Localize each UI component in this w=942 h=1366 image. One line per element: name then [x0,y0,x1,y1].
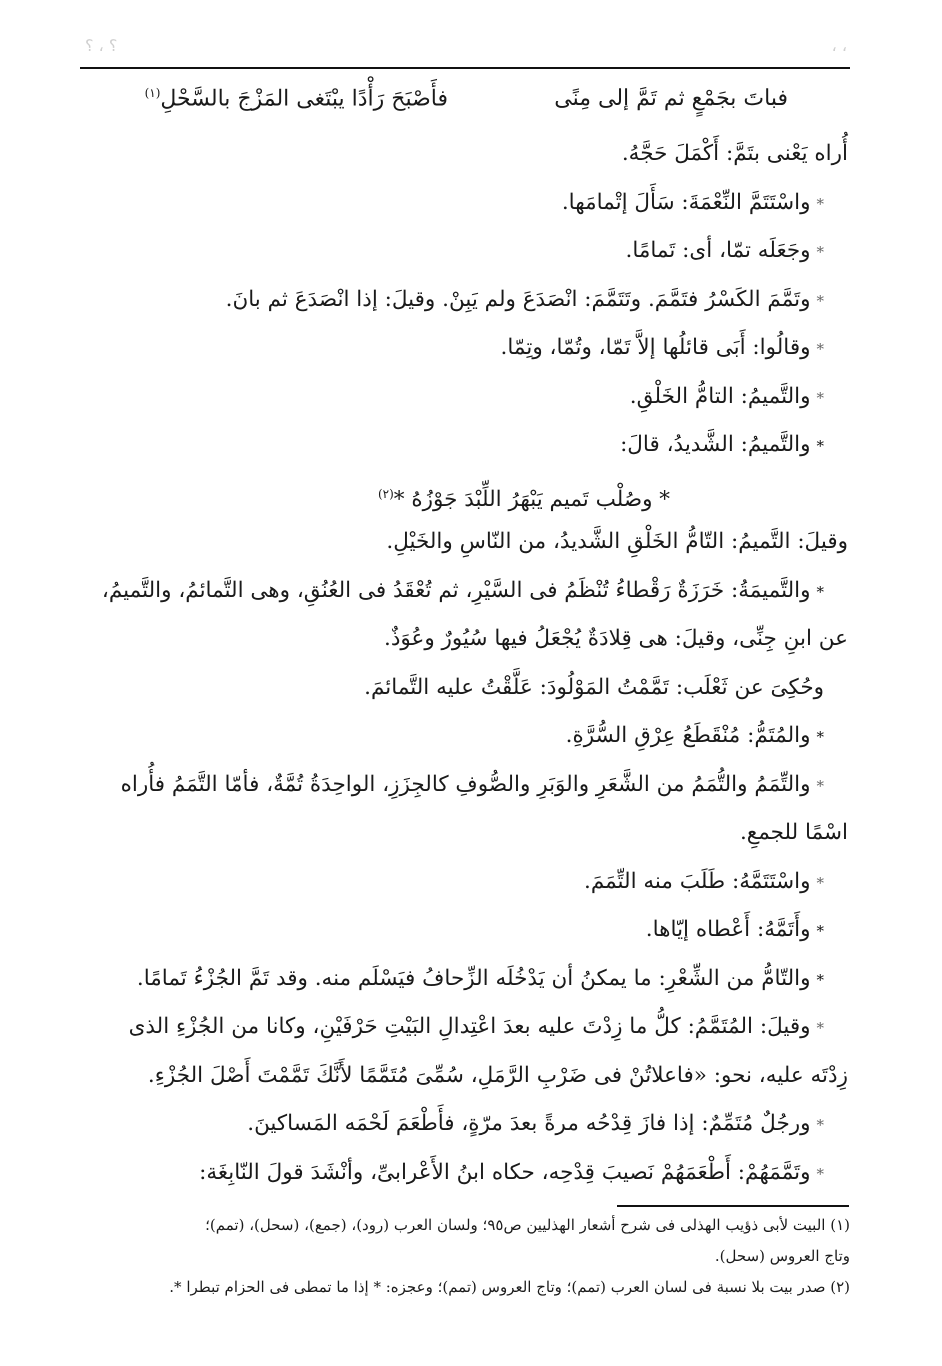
footnote-ref-2: (٢) [377,486,394,501]
text-line: *وأَتَمَّهُ: أَعْطاه إيّاها. [645,917,824,942]
bullet-star-icon: * [816,1019,824,1037]
text-line: *واسْتَتَمَّهُ: طَلَبَ منه التِّمَمَ. [583,868,824,894]
text-line: *والتَّميمَةُ: خَرَزَةٌ رَقْطاءُ تُنْظَمُ فى السَّيْرِ، ثم تُعْقَدُ فى العُنُقِ، وهى التَّمائمُ، والتَّميمُ، [101,577,824,603]
verse-hemistich-2: فأَصْبَحَ رَأْدًا يبْتَغى المَزْجَ بالسَّحْلِ$^{(١)}$ [144,86,448,112]
footnote-ref-1: (١) [144,86,161,100]
verse [80,80,848,130]
text-line: *وقالُوا: أَبَى قائلُها إلاَّ تَمّا، وتُمّا، وتِمّا. [500,335,824,360]
footnote-1: (١) البيت لأبى ذؤيب الهذلى فى شرح أشعار الهذليين ص٩٥؛ ولسان العرب (رود)، (جمع)، (سحل)، (تمم)؛ [205,1216,850,1234]
text-line: *والتِّمَمُ والتُّمَمُ من الشَّعَرِ والوَبَرِ والصُّوفِ كالجِزَزِ، الواحِدَةُ تُمَّةٌ، فأمّا التَّمَمُ فأُراه [120,771,824,797]
footnote-2: (٢) صدر بيت بلا نسبة فى لسان العرب (تمم)؛ وتاج العروس (تمم)؛ وعجزه: * إذا ما تمطى فى الحزام تبطرا *. [169,1278,850,1296]
text-line: *والمُتَمُّ: مُنْقَطَعُ عِرْقِ السُّرَّةِ. [565,723,824,748]
bullet-star-icon: * [816,437,824,455]
text-line: *وجَعَلَه تمّا، أى: تَمامًا. [625,238,824,263]
text-line: وحُكِىَ عن ثَعْلَب: تَمَّمْتُ المَوْلُودَ: عَلَّقْتُ عليه التَّمائمَ. [364,674,824,700]
main-text [80,80,848,1197]
header-left-mark: ؟ ، ؟ [85,36,118,55]
text-line: *والتَّميمُ: الشَّديدُ، قالَ: [620,432,824,457]
bullet-star-icon: * [816,970,824,989]
text-line: زِدْتَه عليه، نحو: «فاعلاتُنْ فى ضَرْبِ الرَّمَلِ، سُمِّىَ مُتَمَّمًا لأَنَّكَ تَمَّمْتَ أَصْلَ الجُزْءِ. [147,1062,848,1088]
bullet-star-icon: * [816,243,824,261]
bullet-star-icon: * [816,388,824,407]
text-line: *وقيلَ: المُتَمَّمُ: كلُّ ما زِدْتَ عليه بعدَ اعْتِدالِ البَيْتِ حَرْفَيْنِ، وكانا من الجُزْءِ الذى [128,1014,824,1039]
text-line: وقيلَ: التَّميمُ: التّامُّ الخَلْقِ الشَّديدُ، من النّاسِ والخَيْلِ. [386,529,848,554]
bullet-star-icon: * [816,1116,824,1134]
bullet-star-icon: * [816,194,824,213]
text-line: *ورجُلٌ مُتَمِّمٌ: إذا فازَ قِدْحُه مرةً بعدَ مرّةٍ، فأَطْعَمَ لَحْمَه المَساكينَ. [247,1111,824,1136]
text-line: *والتّامُّ من الشِّعْرِ: ما يمكنُ أن يَدْخُلَه الزِّحافُ فيَسْلَم منه. وقد تَمَّ الجُزْءُ تَمامًا. [136,965,824,991]
footnote-1-cont: وتاج العروس (سحل). [714,1247,850,1265]
text-line: *وتَمَّمَ الكَسْرُ فتَمَّمَ. وتَتَمَّمَ: انْصَدَعَ ولم يَبِنْ. وقيلَ: إذا انْصَدَعَ ثم بانَ. [225,286,824,312]
text-line: *وتَمَّمَهُمْ: أَطْعَمَهُمْ نَصيبَ قِدْحِه، حكاه ابنُ الأَعْرابىِّ، وأنْشَدَ قولَ النّابِغَة: [199,1159,824,1185]
text-line: عن ابنِ جِنِّى، وقيلَ: هى قِلادَةٌ يُجْعَلُ فيها سُيُورٌ وعُوَذٌ. [383,626,848,651]
quote-line: * وصُلْب تَميم يَبْهَرُ اللِّبْدَ جَوْزُهُ *$^{(٢)}$ [377,486,671,512]
header-right-mark: ، ، [831,36,847,55]
text-line: *واسْتَتَمَّ النِّعْمَةَ: سَأَلَ إتْمامَها. [561,189,824,215]
footnote-rule [617,1205,849,1207]
text-line: *والتَّميمُ: التامُّ الخَلْقِ. [629,383,824,409]
bullet-star-icon: * [816,873,824,892]
footnotes [80,1210,850,1303]
bullet-star-icon: * [816,922,824,940]
bullet-star-icon: * [816,291,824,310]
bullet-star-icon: * [816,776,824,795]
text-line: أُراه يَعْنى بتَمَّ: أَكْمَلَ حَجَّهُ. [621,141,848,166]
bullet-star-icon: * [816,340,824,358]
header-rule [80,67,850,69]
text-line: اسْمًا للجمعِ. [739,820,848,845]
verse-hemistich-1: فباتَ بجَمْعٍ ثم تَمَّ إلى مِنًى [554,86,788,111]
bullet-star-icon: * [816,582,824,601]
bullet-star-icon: * [816,728,824,746]
bullet-star-icon: * [816,1164,824,1183]
